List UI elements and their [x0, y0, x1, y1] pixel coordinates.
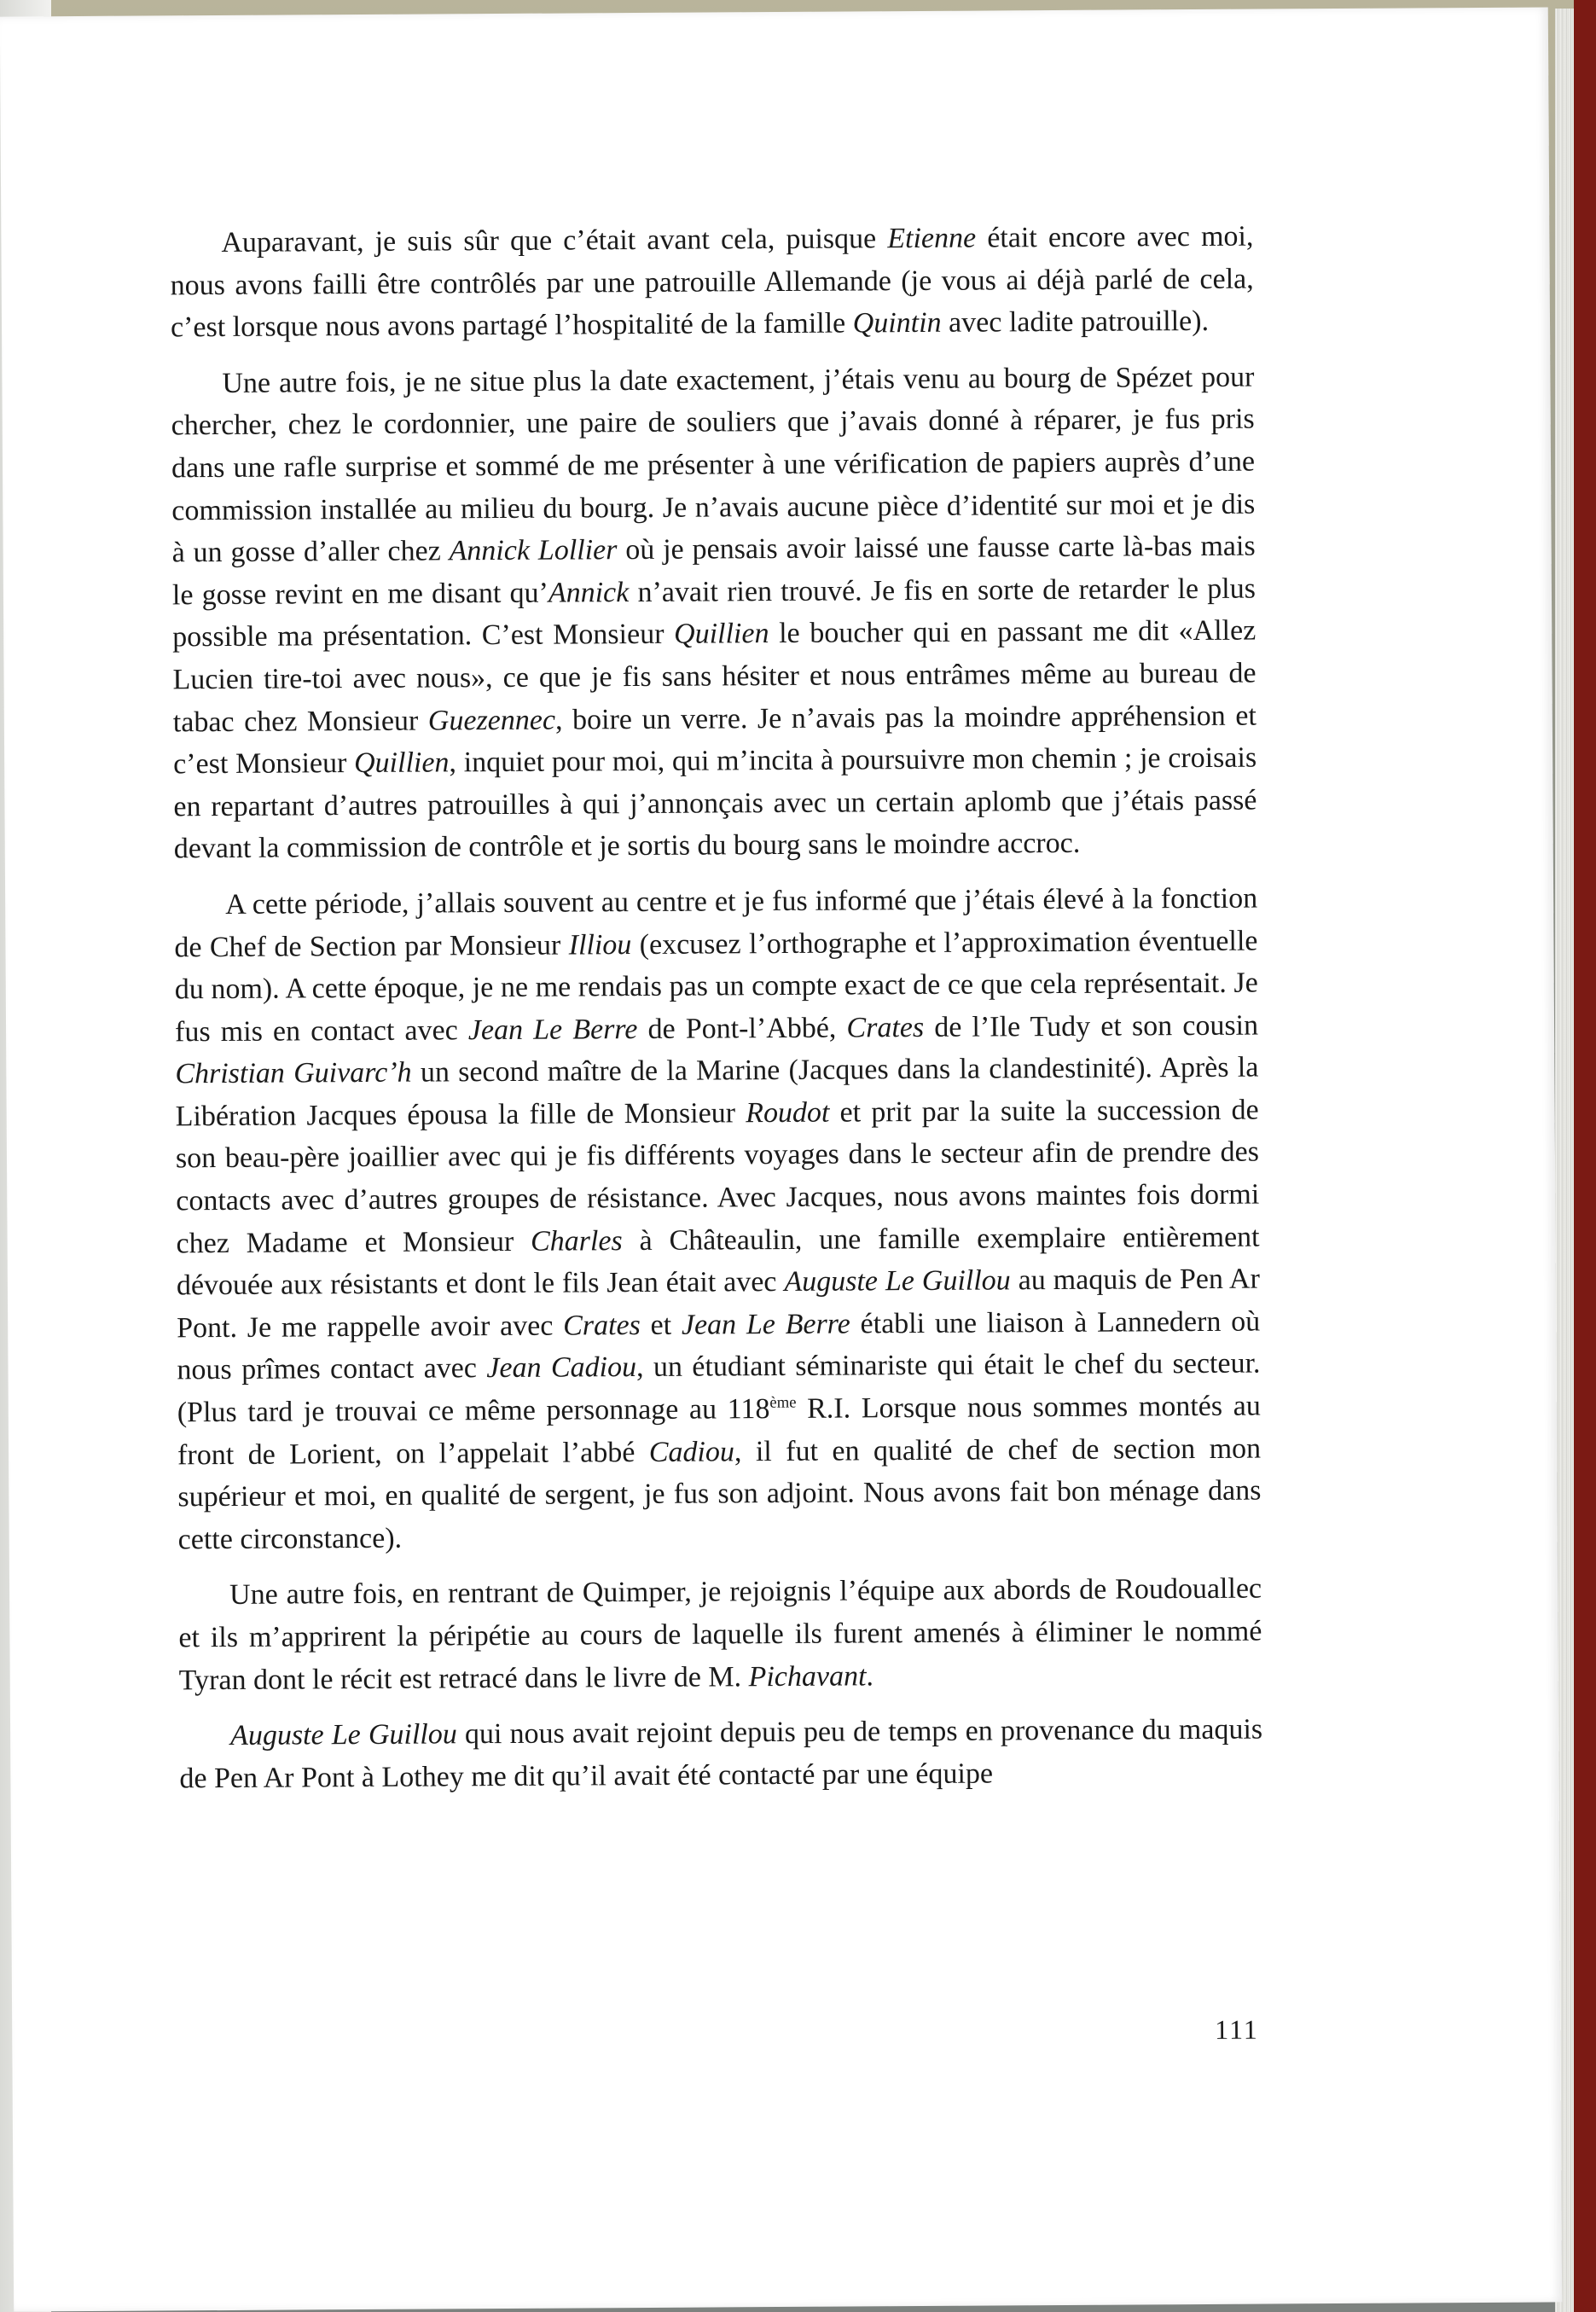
italic-name: Jean Le Berre	[681, 1308, 850, 1341]
text-run: avec ladite patrouille).	[941, 305, 1210, 340]
text-run: de l’Ile Tudy et son cousin	[924, 1009, 1259, 1043]
italic-name: Annick	[548, 576, 630, 609]
body-text	[170, 216, 1262, 1814]
italic-name: Crates	[846, 1011, 925, 1044]
text-run: et	[640, 1309, 682, 1341]
italic-name: Guezennec	[427, 704, 556, 737]
text-run: , il fut en qualité de chef de section mon supérieur et moi, en qualité de sergent, je fus son adjoint. Nous avons fait bon ménage dans cette circonstance).	[177, 1432, 1262, 1556]
italic-name: Quintin	[852, 307, 942, 340]
text-run: au maquis de Pen Ar Pont. Je me rappelle avoir avec	[177, 1263, 1260, 1345]
italic-name: Jean Le Berre	[467, 1013, 638, 1046]
italic-name: Jean Cadiou	[486, 1351, 637, 1385]
paragraph	[178, 1568, 1262, 1702]
text-run: Une autre fois, en rentrant de Quimper, je rejoignis l’équipe aux abords de Roudouallec et ils m’apprirent la péripétie au cours de laquelle ils furent amenés à éliminer le nommé Tyran dont le récit est retracé dans le livre de M.	[178, 1572, 1262, 1696]
text-run: et prit par la suite la succession de son beau-père joaillier avec qui je fis différents voyages dans le secteur afin de prendre des contacts avec d’autres groupes de résistance. Avec Jacques, nous avons maintes fois dormi chez Madame et Monsieur	[175, 1094, 1260, 1259]
text-run: où je pensais avoir laissé une fausse carte là-bas mais le gosse revint en me disant qu’	[171, 530, 1256, 612]
text-run: était encore avec moi, nous avons failli être contrôlés par une patrouille Allemande (je vous ai déjà parlé de cela, c’est lorsque nous avons partagé l’hospitalité de la famille	[170, 220, 1254, 344]
text-run: un second maître de la Marine (Jacques dans la clandestinité). Après la Libération Jacques épousa la fille de Monsieur	[175, 1051, 1259, 1133]
paragraph	[171, 356, 1257, 870]
text-run: , inquiet pour moi, qui m’incita à poursuivre mon chemin ; je croisais en repartant d’autres patrouilles à qui j’annonçais avec un certain aplomb que j’étais passé devant la commission de contrôle et je sortis du bourg sans le moindre accroc.	[173, 741, 1257, 865]
text-run: le boucher qui en passant me dit «Allez Lucien tire-toi avec nous», ce que je fis sans hésiter et nous entrâmes même au bureau de tabac chez Monsieur	[172, 614, 1256, 738]
page-number: 111	[1215, 2013, 1259, 2045]
text-run: à Châteaulin, une famille exemplaire entièrement dévouée aux résistants et dont le fils Jean était avec	[176, 1221, 1260, 1302]
superscript-text: ème	[769, 1393, 797, 1412]
italic-name: Illiou	[568, 928, 632, 961]
text-run: de Pont-l’Abbé,	[637, 1012, 847, 1045]
text-run: , un étudiant séminariste qui était le chef du secteur. (Plus tard je trouvai ce même personnage au 118	[177, 1348, 1261, 1429]
italic-name: Auguste Le Guillou	[784, 1264, 1011, 1298]
italic-name: Pichavant	[748, 1659, 867, 1693]
text-run: qui nous avait rejoint depuis peu de temps en provenance du maquis de Pen Ar Pont à Lothey me dit qu’il avait été contacté par une équipe	[179, 1713, 1263, 1795]
book-page	[0, 7, 1562, 2311]
italic-name: Annick Lollier	[449, 534, 618, 567]
text-run: n’avait rien trouvé. Je fis en sorte de retarder le plus possible ma présentation. C’est Monsieur	[172, 572, 1256, 654]
paragraph	[170, 216, 1254, 350]
text-run: Auparavant, je suis sûr que c’était avant cela, puisque	[221, 223, 888, 259]
text-run: .	[866, 1659, 874, 1692]
italic-name: Crates	[563, 1309, 641, 1342]
italic-name: Christian Guivarc’h	[175, 1056, 412, 1090]
text-run: R.I. Lorsque nous sommes montés au front de Lorient, on l’appelait l’abbé	[177, 1390, 1261, 1471]
book-cover-edge	[1574, 0, 1596, 2312]
italic-name: Cadiou	[648, 1435, 735, 1468]
italic-name: Charles	[530, 1224, 623, 1258]
paragraph	[174, 877, 1262, 1560]
italic-name: Auguste Le Guillou	[230, 1718, 457, 1752]
italic-name: Quillien	[673, 618, 769, 651]
italic-name: Quillien	[353, 746, 450, 780]
text-run: établi une liaison à Lannedern où nous prîmes contact avec	[177, 1305, 1261, 1386]
text-run: A cette période, j’allais souvent au centre et je fus informé que j’étais élevé à la fonction de Chef de Section par Monsieur	[174, 882, 1258, 963]
italic-name: Etienne	[887, 222, 977, 255]
text-run: Une autre fois, je ne situe plus la date exactement, j’étais venu au bourg de Spézet pour chercher, chez le cordonnier, une paire de souliers que j’avais donné à réparer, je fus pris dans une rafle surprise et sommé de me présenter à une vérification de papiers auprès d’une commission installée au milieu du bourg. Je n’avais aucune pièce d’identité sur moi et je dis à un gosse d’aller chez	[171, 361, 1256, 569]
text-run: (excusez l’orthographe et l’approximation éventuelle du nom). A cette époque, je ne me rendais pas un compte exact de ce que cela représentait. Je fus mis en contact avec	[174, 925, 1258, 1049]
text-run: , boire un verre. Je n’avais pas la moindre appréhension et c’est Monsieur	[173, 700, 1256, 781]
italic-name: Roudot	[746, 1096, 830, 1130]
paragraph	[179, 1709, 1263, 1800]
